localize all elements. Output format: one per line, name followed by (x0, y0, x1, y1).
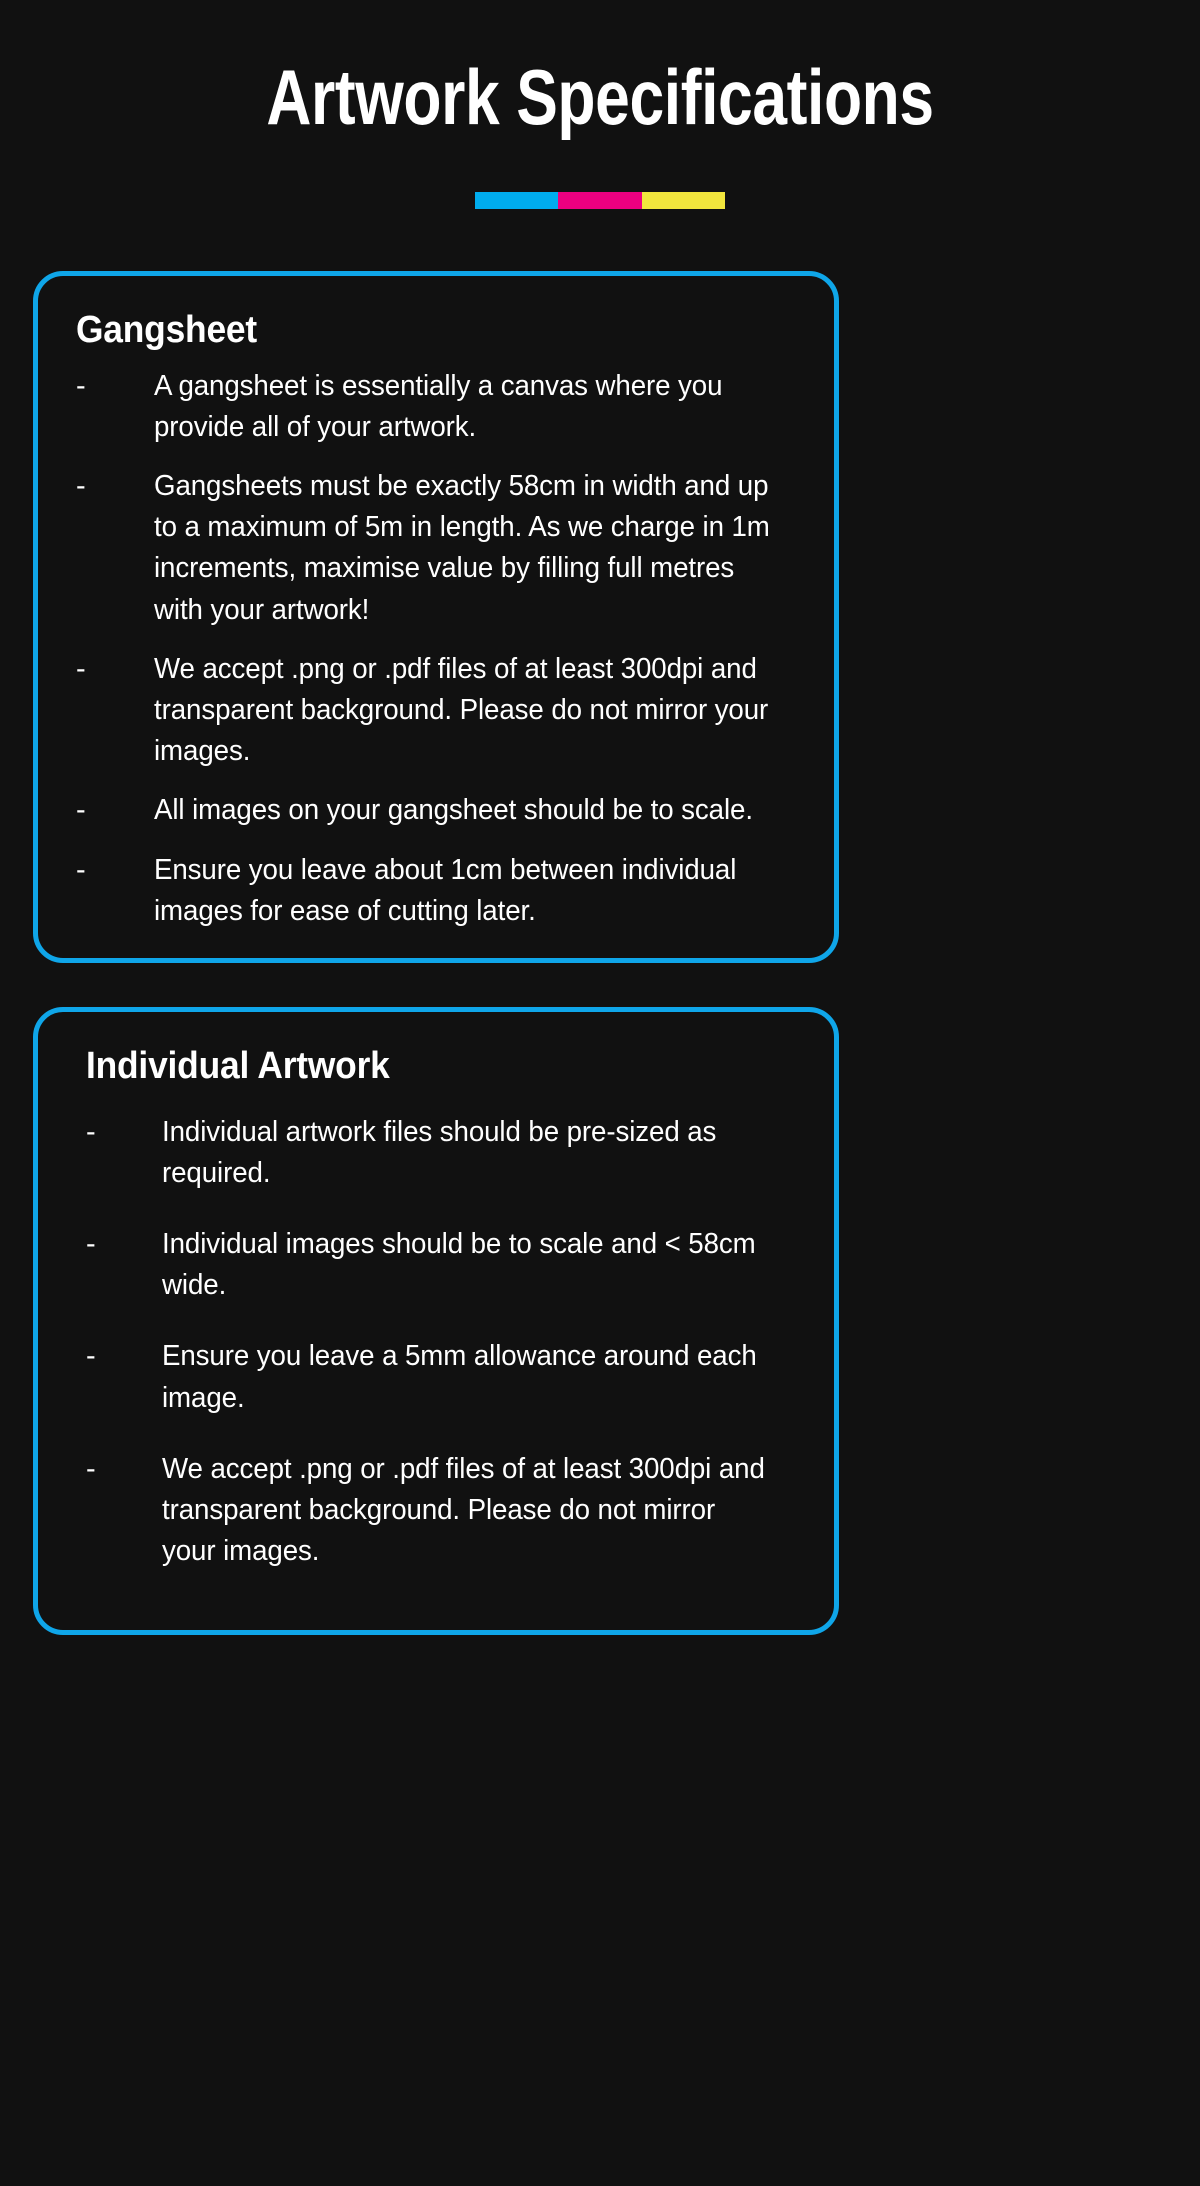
bullet-text: Individual images should be to scale and < 58cm wide. (162, 1228, 756, 1302)
bullet-marker-icon: - (76, 470, 86, 503)
spec-card-gangsheet (33, 271, 839, 963)
bullet-list-gangsheet (76, 366, 804, 932)
card-heading-gangsheet: Gangsheet (76, 309, 257, 351)
page-header (0, 0, 1200, 209)
list-item (76, 366, 804, 448)
bullet-marker-icon: - (86, 1452, 96, 1485)
bullet-text: Gangsheets must be exactly 58cm in width and up to a maximum of 5m in length. As we charge in 1m increments, maximise value by filling full metres with your artwork! (154, 470, 770, 626)
bullet-text: Individual artwork files should be pre-sized as required. (162, 1115, 717, 1189)
bullet-marker-icon: - (76, 652, 86, 685)
bullet-text: We accept .png or .pdf files of at least 300dpi and transparent background. Please do not mirror your images. (154, 652, 769, 768)
bullet-marker-icon: - (76, 369, 86, 402)
list-item (76, 649, 804, 773)
list-item (86, 1224, 804, 1306)
list-item (86, 1336, 804, 1418)
bullet-text: Ensure you leave a 5mm allowance around each image. (162, 1340, 757, 1414)
bullet-text: A gangsheet is essentially a canvas where you provide all of your artwork. (154, 369, 723, 443)
cmyk-cyan-segment (475, 192, 558, 209)
bullet-marker-icon: - (86, 1340, 96, 1373)
list-item (76, 466, 804, 631)
bullet-list-individual-artwork (86, 1102, 804, 1573)
bullet-text: All images on your gangsheet should be to scale. (154, 794, 753, 827)
cmyk-yellow-segment (642, 192, 725, 209)
cmyk-magenta-segment (558, 192, 641, 209)
list-item (76, 790, 804, 831)
bullet-marker-icon: - (76, 853, 86, 886)
list-item (86, 1449, 804, 1573)
spec-cards-container (0, 271, 1200, 1635)
list-item (76, 850, 804, 932)
bullet-text: We accept .png or .pdf files of at least 300dpi and transparent background. Please do not mirror your images. (162, 1452, 765, 1568)
bullet-text: Ensure you leave about 1cm between individual images for ease of cutting later. (154, 853, 737, 927)
card-heading-individual-artwork: Individual Artwork (86, 1044, 390, 1087)
list-item (86, 1112, 804, 1194)
bullet-marker-icon: - (76, 794, 86, 827)
spec-card-individual-artwork (33, 1007, 839, 1635)
bullet-marker-icon: - (86, 1115, 96, 1148)
page-title: Artwork Specifications (266, 53, 934, 141)
cmyk-divider (475, 192, 725, 209)
bullet-marker-icon: - (86, 1228, 96, 1260)
